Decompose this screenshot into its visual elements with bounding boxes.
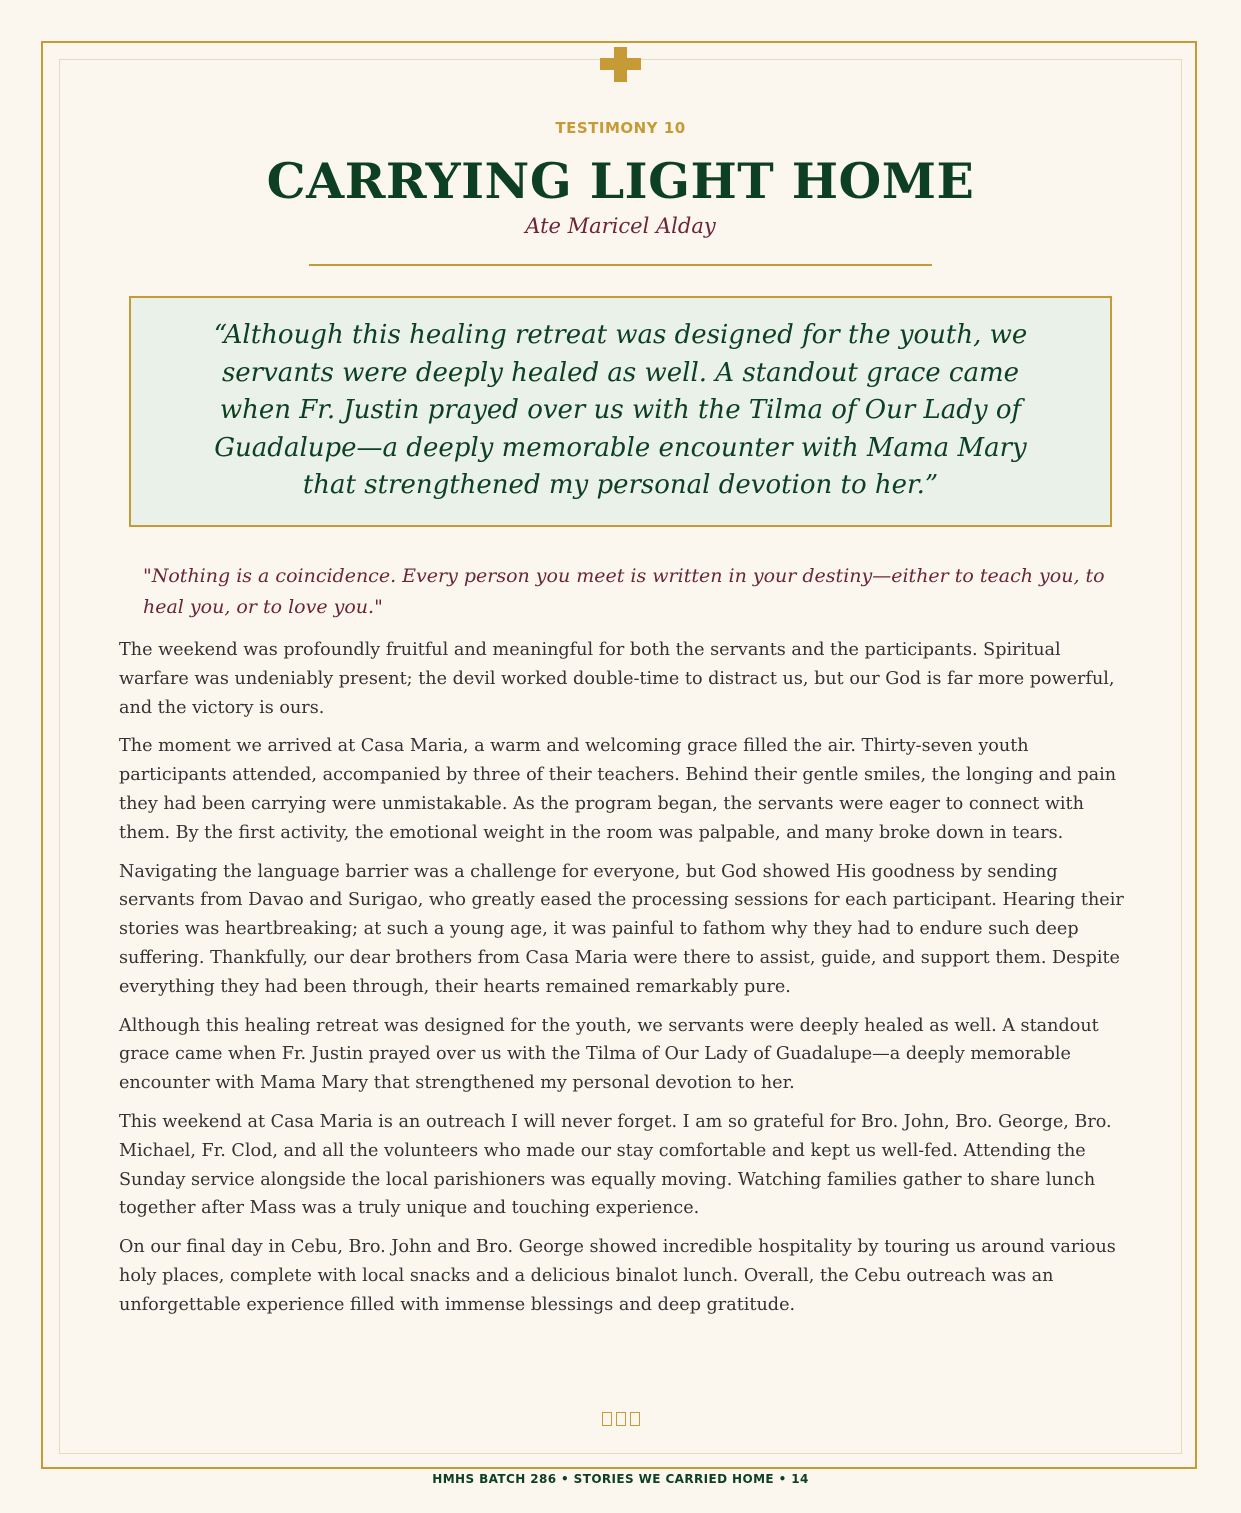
body-paragraph: Navigating the language barrier was a challenge for everyone, but God showed His goodness by sending servants from Davao and Surigao, who greatly eased the processing sessions for each participant. Hearing their stories was heartbreaking; at such a young age, it was painful to fathom why they had to endure such deep suffering. Thankfully, our dear brothers from Casa Maria were there to assist, guide, and support them. Despite everything they had been through, their hearts remained remarkably pure. xyxy=(119,861,1124,997)
body-paragraph: Although this healing retreat was designed for the youth, we servants were deeply healed as well. A standout grace came when Fr. Justin prayed over us with the Tilma of Our Lady of Guadalupe—a deeply memorable encounter with Mama Mary that strengthened my personal devotion to her. xyxy=(119,1015,1099,1094)
body-paragraph: On our final day in Cebu, Bro. John and Bro. George showed incredible hospitality by touring us around various holy places, complete with local snacks and a delicious binalot lunch. Overall, the Cebu outreach was an unforgettable experience filled with immense blessings and deep gratitude. xyxy=(119,1237,1116,1315)
author-name: Ate Maricel Alday xyxy=(525,214,716,238)
body-paragraph: The moment we arrived at Casa Maria, a warm and welcoming grace filled the air. Thirty-seven youth participants attended, accompanied by three of their teachers. Behind their gentle smiles, the longing and pain they had been carrying were unmistakable. As the program began, the servants were eager to connect with them. By the first activity, the emotional weight in the room was palpable, and many broke down in tears. xyxy=(119,736,1117,843)
testimony-number: TESTIMONY 10 xyxy=(555,119,686,137)
body-paragraph: This weekend at Casa Maria is an outreach I will never forget. I am so grateful for Bro. John, Bro. George, Bro. Michael, Fr. Clod, and all the volunteers who made our stay comfortable and kept us well-fed. Attending the Sunday service alongside the local parishioners was equally moving. Watching families gather to share lunch together after Mass was a truly unique and touching experience. xyxy=(119,1111,1112,1219)
testimony-body xyxy=(119,636,1127,1330)
title-divider xyxy=(309,264,932,266)
missing-glyph-ornament-icon xyxy=(0,1408,1241,1427)
page-title: CARRYING LIGHT HOME xyxy=(266,152,975,210)
page-footer: HMHS BATCH 286 • STORIES WE CARRIED HOME • 14 xyxy=(432,1472,809,1486)
body-paragraph: The weekend was profoundly fruitful and meaningful for both the servants and the participants. Spiritual warfare was undeniably present; the devil worked double-time to distract us, but our God is far more powerful, and the victory is ours. xyxy=(119,640,1115,718)
epigraph-quote: "Nothing is a coincidence. Every person you meet is written in your destiny—either to teach you, to heal you, or to love you." xyxy=(143,565,1105,618)
pull-quote: “Although this healing retreat was designed for the youth, we servants were deeply healed as well. A standout grace came when Fr. Justin prayed over us with the Tilma of Our Lady of Guadalupe—a deeply memorable encounter with Mama Mary that strengthened my personal devotion to her.” xyxy=(129,296,1112,527)
cross-icon xyxy=(600,47,641,82)
